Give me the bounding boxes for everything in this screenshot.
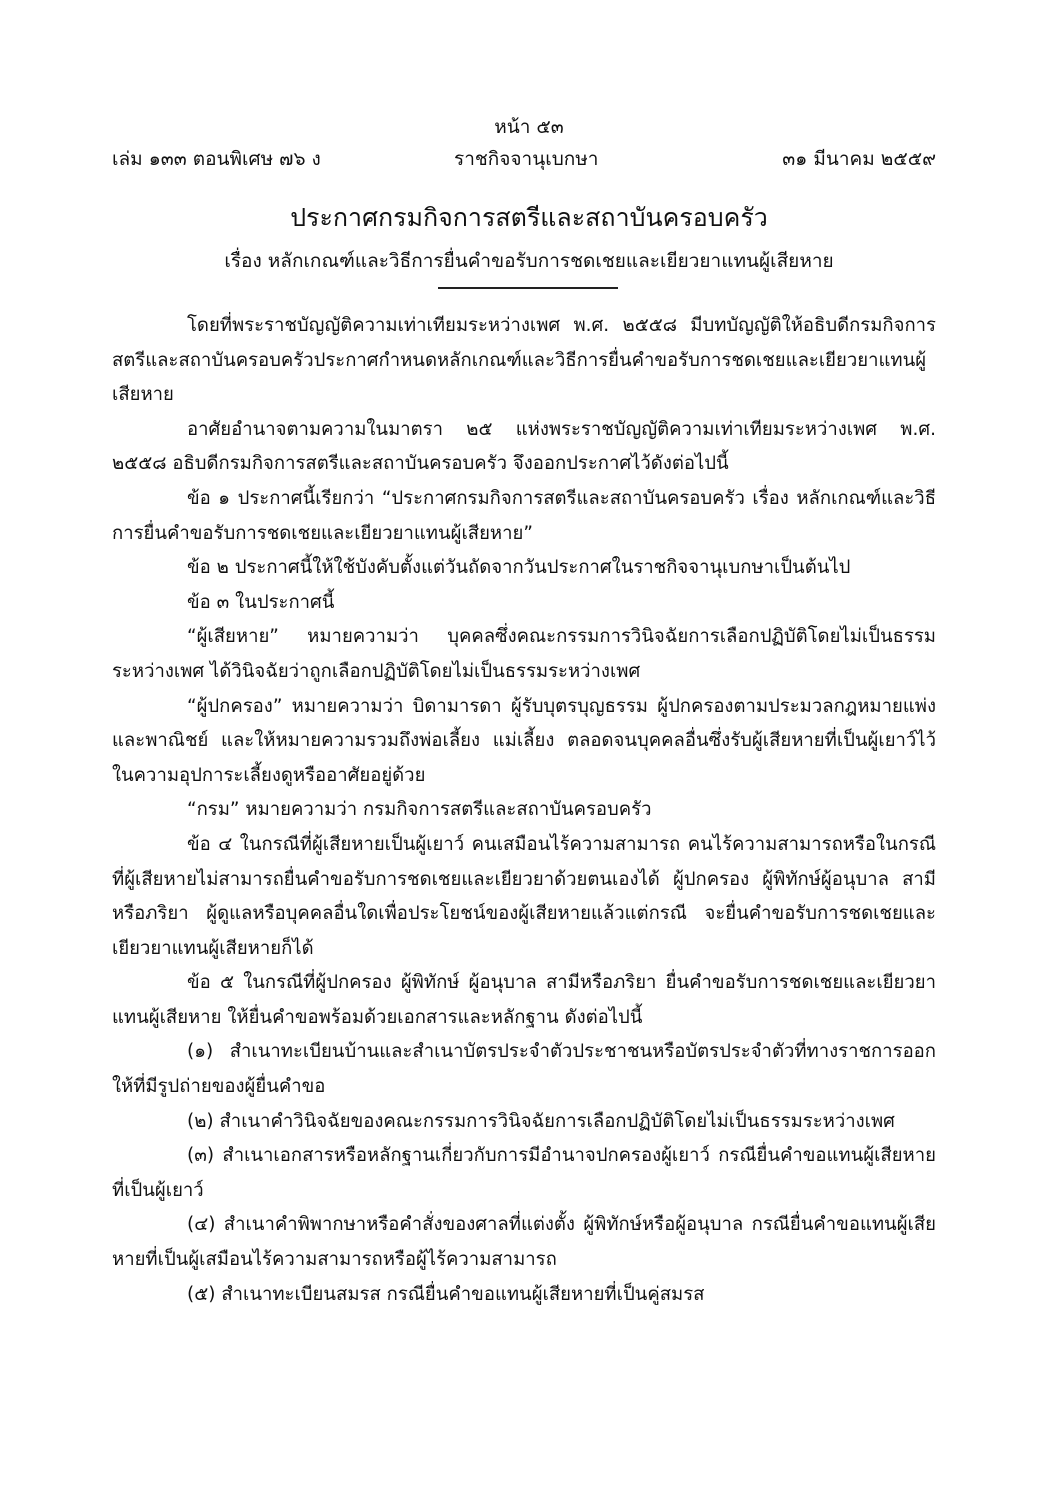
document-item-3: (๓) สำเนาเอกสารหรือหลักฐานเกี่ยวกับการมีอำนาจปกครองผู้เยาว์ กรณียื่นคำขอแทนผู้เสียหายที่เป็นผู้เยาว์ bbox=[112, 1145, 936, 1201]
document-item-2: (๒) สำเนาคำวินิจฉัยของคณะกรรมการวินิจฉัยการเลือกปฏิบัติโดยไม่เป็นธรรมระหว่างเพศ bbox=[187, 1110, 895, 1132]
document-body bbox=[112, 309, 936, 1312]
authority-paragraph: อาศัยอำนาจตามความในมาตรา ๒๕ แห่งพระราชบัญญัติความเท่าเทียมระหว่างเพศ พ.ศ. ๒๕๕๘ อธิบดีกรมกิจการสตรีและสถาบันครอบครัว จึงออกประกาศไว้ดังต่อไปนี้ bbox=[112, 418, 936, 475]
clause-1: ข้อ ๑ ประกาศนี้เรียกว่า “ประกาศกรมกิจการสตรีและสถาบันครอบครัว เรื่อง หลักเกณฑ์และวิธีการยื่นคำขอรับการชดเชยและเยียวยาแทนผู้เสียหาย” bbox=[112, 487, 936, 544]
definition-guardian: “ผู้ปกครอง” หมายความว่า บิดามารดา ผู้รับบุตรบุญธรรม ผู้ปกครองตามประมวลกฎหมายแพ่งและพาณิชย์ และให้หมายความรวมถึงพ่อเลี้ยง แม่เลี้ยง ตลอดจนบุคคลอื่นซึ่งรับผู้เสียหายที่เป็นผู้เยาว์ไว้ในความอุปการะเลี้ยงดูหรืออาศัยอยู่ด้วย bbox=[112, 695, 936, 786]
document-subject: เรื่อง หลักเกณฑ์และวิธีการยื่นคำขอรับการชดเชยและเยียวยาแทนผู้เสียหาย bbox=[224, 250, 834, 272]
document-title: ประกาศกรมกิจการสตรีและสถาบันครอบครัว bbox=[290, 203, 768, 232]
preamble-paragraph: โดยที่พระราชบัญญัติความเท่าเทียมระหว่างเพศ พ.ศ. ๒๕๕๘ มีบทบัญญัติให้อธิบดีกรมกิจการสตรีและสถาบันครอบครัวประกาศกำหนดหลักเกณฑ์และวิธีการยื่นคำขอรับการชดเชยและเยียวยาแทนผู้เสียหาย bbox=[112, 315, 936, 406]
document-item-5: (๕) สำเนาทะเบียนสมรส กรณียื่นคำขอแทนผู้เสียหายที่เป็นคู่สมรส bbox=[187, 1283, 705, 1305]
clause-4: ข้อ ๔ ในกรณีที่ผู้เสียหายเป็นผู้เยาว์ คนเสมือนไร้ความสามารถ คนไร้ความสามารถหรือในกรณีที่ผู้เสียหายไม่สามารถยื่นคำขอรับการชดเชยและเยียวยาด้วยตนเองได้ ผู้ปกครอง ผู้พิทักษ์ผู้อนุบาล สามีหรือภริยา ผู้ดูแลหรือบุคคลอื่นใดเพื่อประโยชน์ของผู้เสียหายแล้วแต่กรณี จะยื่นคำขอรับการชดเชยและเยียวยาแทนผู้เสียหายก็ได้ bbox=[112, 833, 936, 959]
clause-3: ข้อ ๓ ในประกาศนี้ bbox=[187, 591, 335, 613]
volume-issue: เล่ม ๑๓๓ ตอนพิเศษ ๗๖ ง bbox=[112, 148, 321, 170]
document-item-4: (๔) สำเนาคำพิพากษาหรือคำสั่งของศาลที่แต่งตั้ง ผู้พิทักษ์หรือผู้อนุบาล กรณียื่นคำขอแทนผู้เสียหายที่เป็นผู้เสมือนไร้ความสามารถหรือผู้ไร้ความสามารถ bbox=[112, 1214, 936, 1271]
publication-date: ๓๑ มีนาคม ๒๕๕๙ bbox=[782, 148, 936, 170]
clause-5: ข้อ ๕ ในกรณีที่ผู้ปกครอง ผู้พิทักษ์ ผู้อนุบาล สามีหรือภริยา ยื่นคำขอรับการชดเชยและเยียวยาแทนผู้เสียหาย ให้ยื่นคำขอพร้อมด้วยเอกสารและหลักฐาน ดังต่อไปนี้ bbox=[112, 972, 936, 1028]
title-divider bbox=[438, 287, 618, 289]
page-number: หน้า ๕๓ bbox=[494, 116, 564, 138]
clause-2: ข้อ ๒ ประกาศนี้ให้ใช้บังคับตั้งแต่วันถัดจากวันประกาศในราชกิจจานุเบกษาเป็นต้นไป bbox=[187, 557, 851, 579]
gazette-header bbox=[112, 144, 936, 174]
gazette-name: ราชกิจจานุเบกษา bbox=[454, 148, 599, 170]
definition-victim: “ผู้เสียหาย” หมายความว่า บุคคลซึ่งคณะกรรมการวินิจฉัยการเลือกปฏิบัติโดยไม่เป็นธรรมระหว่างเพศ ได้วินิจฉัยว่าถูกเลือกปฏิบัติโดยไม่เป็นธรรมระหว่างเพศ bbox=[112, 626, 936, 682]
document-item-1: (๑) สำเนาทะเบียนบ้านและสำเนาบัตรประจำตัวประชาชนหรือบัตรประจำตัวที่ทางราชการออกให้ที่มีรูปถ่ายของผู้ยื่นคำขอ bbox=[112, 1041, 936, 1098]
definition-department: “กรม” หมายความว่า กรมกิจการสตรีและสถาบันครอบครัว bbox=[187, 799, 652, 821]
